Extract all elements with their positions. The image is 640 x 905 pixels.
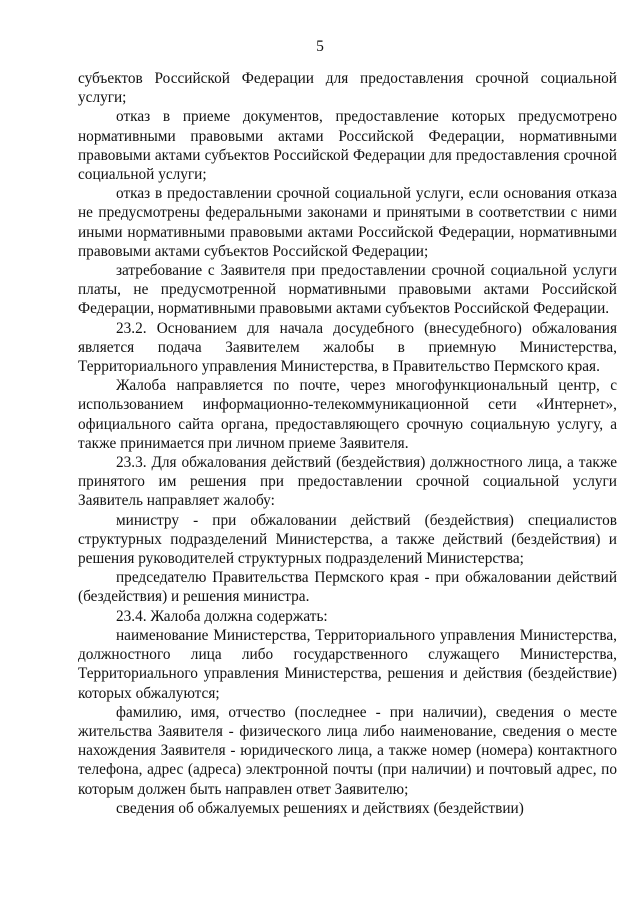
paragraph: председателю Правительства Пермского края - при обжаловании действий (бездействия) и решения министра.	[78, 569, 617, 606]
paragraph: сведения об обжалуемых решениях и действиях (бездействии)	[116, 799, 524, 817]
paragraph: наименование Министерства, Территориального управления Министерства, должностного лица либо государственного служащего Министерства, Территориального управления Министерства, решения и действия (бездействие) которых обжалуются;	[78, 626, 617, 702]
page-number: 5	[316, 38, 324, 55]
paragraph: отказ в приеме документов, предоставление которых предусмотрено нормативными правовыми актами Российской Федерации, нормативными правовыми актами субъектов Российской Федерации для предоставления срочной социальной услуги;	[78, 108, 617, 184]
paragraph: субъектов Российской Федерации для предоставления срочной социальной услуги;	[78, 70, 617, 107]
paragraph: затребование с Заявителя при предоставлении срочной социальной услуги платы, не предусмотренной нормативными правовыми актами Российской Федерации, нормативными правовыми актами субъектов Российской Федерации.	[78, 262, 617, 318]
document-body	[78, 69, 617, 818]
paragraph: 23.4. Жалоба должна содержать:	[116, 607, 328, 625]
paragraph: 23.3. Для обжалования действий (бездействия) должностного лица, а также принятого им решения при предоставлении срочной социальной услуги Заявитель направляет жалобу:	[78, 454, 617, 510]
paragraph: 23.2. Основанием для начала досудебного (внесудебного) обжалования является подача Заявителем жалобы в приемную Министерства, Территориального управления Министерства, в Правительство Пермского края.	[78, 319, 617, 376]
paragraph: министру - при обжаловании действий (бездействия) специалистов структурных подразделений Министерства, а также действий (бездействия) и решения руководителей структурных подразделений Министерства;	[78, 511, 617, 568]
paragraph: фамилию, имя, отчество (последнее - при наличии), сведения о месте жительства Заявителя - физического лица либо наименование, сведения о месте нахождения Заявителя - юридического лица, а также номер (номера) контактного телефона, адрес (адреса) электронной почты (при наличии) и почтовый адрес, по которым должен быть направлен ответ Заявителю;	[78, 703, 617, 798]
paragraph: отказ в предоставлении срочной социальной услуги, если основания отказа не предусмотрены федеральными законами и принятыми в соответствии с ними иными нормативными правовыми актами Российской Федерации, нормативными правовыми актами субъектов Российской Федерации;	[78, 185, 617, 260]
paragraph: Жалоба направляется по почте, через многофункциональный центр, с использованием информационно-телекоммуникационной сети «Интернет», официального сайта органа, предоставляющего срочную социальную услугу, а также принимается при личном приеме Заявителя.	[78, 377, 617, 452]
